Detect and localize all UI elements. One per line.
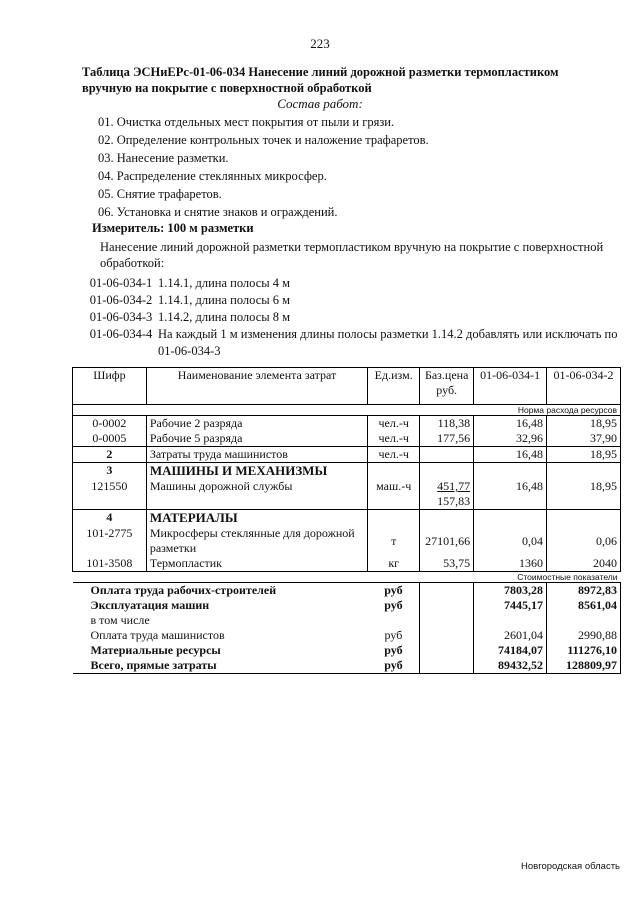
table-row — [73, 416, 621, 432]
summary-row — [73, 613, 621, 628]
cell-unit: маш.-ч — [368, 479, 420, 510]
table-title: Таблица ЭСНиЕРс-01-06-034 Нанесение линий дорожной разметки термопластиком вручную на покрытие с поверхностной обработкой — [82, 65, 559, 95]
cell-name: Микросферы стеклянные для дорожной разметки — [146, 526, 367, 556]
summary-row — [73, 643, 621, 658]
code-text: На каждый 1 м изменения длины полосы разметки 1.14.2 добавлять или исключать по 01-06-034-3 — [158, 327, 618, 358]
price-bottom: 157,83 — [437, 494, 471, 508]
summary-v1: 7445,17 — [474, 598, 547, 613]
cell-unit: чел.-ч — [368, 416, 420, 432]
section-title: МАТЕРИАЛЫ — [146, 510, 367, 527]
summary-v2: 8972,83 — [547, 583, 621, 599]
work-item: 04. Распределение стеклянных микросфер. — [98, 169, 327, 183]
works-list — [98, 113, 429, 221]
cost-label: Стоимостные показатели — [73, 572, 621, 583]
summary-name: Эксплуатация машин — [90, 598, 210, 612]
code-text: 1.14.1, длина полосы 4 м — [158, 276, 291, 290]
cell-name: Рабочие 5 разряда — [146, 431, 367, 447]
cell-cipher: 2 — [73, 447, 147, 463]
composition-heading: Состав работ: — [277, 96, 363, 111]
cell-v1: 16,48 — [474, 479, 547, 510]
section-number: 4 — [73, 510, 147, 527]
cell-v2: 2040 — [547, 556, 621, 572]
code-list — [84, 275, 624, 360]
code-row — [84, 309, 624, 326]
cell-cipher: 101-2775 — [73, 526, 147, 556]
header-cipher: Шифр — [73, 368, 147, 405]
summary-row — [73, 583, 621, 599]
summary-unit: руб — [384, 628, 403, 642]
table-row — [73, 479, 621, 510]
header-col2: 01-06-034-2 — [547, 368, 621, 405]
cell-v2: 18,95 — [547, 447, 621, 463]
work-item: 05. Снятие трафаретов. — [98, 187, 222, 201]
cell-v2: 18,95 — [547, 479, 621, 510]
code-row — [84, 275, 624, 292]
cell-unit: чел.-ч — [368, 447, 420, 463]
table-row — [73, 447, 621, 463]
cell-name: Затраты труда машинистов — [146, 447, 367, 463]
code: 01-06-034-3 — [89, 310, 153, 324]
cell-cipher: 121550 — [73, 479, 147, 510]
section-title: МАШИНЫ И МЕХАНИЗМЫ — [146, 463, 367, 480]
summary-name: Оплата труда рабочих-строителей — [90, 583, 277, 597]
table-row — [73, 556, 621, 572]
summary-v2: 8561,04 — [547, 598, 621, 613]
header-price: Баз.цена руб. — [420, 368, 474, 405]
description: Нанесение линий дорожной разметки термопластиком вручную на покрытие с поверхностной обработкой: — [100, 240, 604, 270]
summary-row — [73, 628, 621, 643]
work-item: 03. Нанесение разметки. — [98, 151, 229, 165]
cell-name: Машины дорожной службы — [146, 479, 367, 510]
code-row — [84, 326, 624, 360]
norm-label-row — [73, 405, 621, 416]
cell-price: 177,56 — [420, 431, 474, 447]
header-unit: Ед.изм. — [368, 368, 420, 405]
summary-name: Оплата труда машинистов — [90, 628, 225, 642]
table-row — [73, 431, 621, 447]
summary-v1: 74184,07 — [474, 643, 547, 658]
cell-cipher: 101-3508 — [73, 556, 147, 572]
resource-table — [72, 367, 621, 674]
summary-unit: руб — [384, 643, 403, 657]
cell-price: 53,75 — [420, 556, 474, 572]
code-text: 1.14.1, длина полосы 6 м — [158, 293, 291, 307]
header-col1: 01-06-034-1 — [474, 368, 547, 405]
code: 01-06-034-2 — [89, 293, 153, 307]
measure-unit: Измеритель: 100 м разметки — [92, 221, 254, 235]
cell-unit: т — [368, 526, 420, 556]
work-item: 06. Установка и снятие знаков и ограждений. — [98, 205, 338, 219]
code: 01-06-034-4 — [89, 327, 153, 341]
page-number: 223 — [310, 36, 330, 51]
cell-cipher: 0-0005 — [73, 431, 147, 447]
cell-v1: 16,48 — [474, 447, 547, 463]
summary-v2: 111276,10 — [547, 643, 621, 658]
summary-v1: 7803,28 — [474, 583, 547, 599]
summary-name: Всего, прямые затраты — [73, 658, 368, 674]
code-row — [84, 292, 624, 309]
cell-price — [420, 479, 474, 510]
cost-label-row — [73, 572, 621, 583]
norm-label: Норма расхода ресурсов — [73, 405, 621, 416]
section-row — [73, 510, 621, 527]
cell-price: 27101,66 — [420, 526, 474, 556]
cell-v2: 37,90 — [547, 431, 621, 447]
cell-v2: 18,95 — [547, 416, 621, 432]
header-name: Наименование элемента затрат — [146, 368, 367, 405]
summary-name: в том числе — [90, 613, 150, 627]
cell-price — [420, 447, 474, 463]
work-item: 01. Очистка отдельных мест покрытия от пыли и грязи. — [98, 115, 395, 129]
cell-v1: 16,48 — [474, 416, 547, 432]
summary-row — [73, 598, 621, 613]
summary-v2: 128809,97 — [547, 658, 621, 674]
code: 01-06-034-1 — [89, 276, 153, 290]
summary-v2: 2990,88 — [547, 628, 621, 643]
cell-unit: кг — [368, 556, 420, 572]
cell-v1: 0,04 — [474, 526, 547, 556]
section-number: 3 — [73, 463, 147, 480]
table-row — [73, 526, 621, 556]
cell-name: Термопластик — [146, 556, 367, 572]
code-text: 1.14.2, длина полосы 8 м — [158, 310, 291, 324]
table-header — [73, 368, 621, 405]
footer-region: Новгородская область — [521, 861, 620, 872]
cell-v2: 0,06 — [547, 526, 621, 556]
cell-cipher: 0-0002 — [73, 416, 147, 432]
section-row — [73, 463, 621, 480]
cell-unit: чел.-ч — [368, 431, 420, 447]
price-top: 451,77 — [437, 479, 471, 493]
work-item: 02. Определение контрольных точек и наложение трафаретов. — [98, 133, 429, 147]
summary-v1: 2601,04 — [474, 628, 547, 643]
summary-unit: руб — [368, 658, 420, 674]
summary-row — [73, 658, 621, 674]
summary-unit: руб — [384, 583, 403, 597]
cell-name: Рабочие 2 разряда — [146, 416, 367, 432]
summary-unit: руб — [384, 598, 403, 612]
summary-v1: 89432,52 — [474, 658, 547, 674]
cell-v1: 32,96 — [474, 431, 547, 447]
summary-name: Материальные ресурсы — [90, 643, 221, 657]
cell-v1: 1360 — [474, 556, 547, 572]
cell-price: 118,38 — [420, 416, 474, 432]
